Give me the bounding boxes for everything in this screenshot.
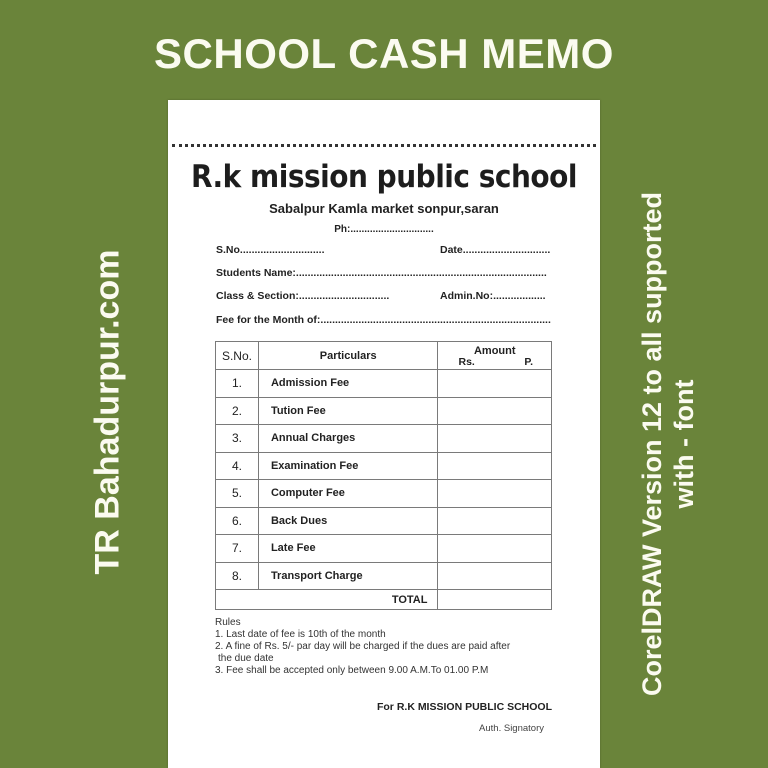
class-section-field: Class & Section:............................... (216, 290, 390, 302)
row-sno: 4. (216, 452, 259, 480)
row-sno: 8. (216, 562, 259, 590)
row-particular: Computer Fee (258, 480, 438, 508)
row-sno: 3. (216, 425, 259, 453)
school-name: R.k mission public school (190, 158, 578, 195)
row-particular: Back Dues (258, 507, 438, 535)
table-row (216, 425, 552, 453)
row-particular: Tution Fee (258, 397, 438, 425)
rules-heading: Rules (215, 617, 241, 628)
row-particular: Late Fee (258, 535, 438, 563)
row-amount-cell[interactable] (438, 480, 552, 508)
table-row (216, 480, 552, 508)
header-particulars: Particulars (258, 342, 438, 370)
student-name-field: Students Name:...................................................................................... (216, 267, 547, 279)
row-particular: Annual Charges (258, 425, 438, 453)
row-amount-cell[interactable] (438, 535, 552, 563)
total-label: TOTAL (216, 590, 438, 610)
rule-item: the due date (218, 653, 274, 664)
rule-item: 3. Fee shall be accepted only between 9.00 A.M.To 01.00 P.M (215, 665, 489, 676)
row-particular: Transport Charge (258, 562, 438, 590)
website-label: TR Bahadurpur.com (88, 249, 127, 575)
fee-month-field: Fee for the Month of:............................................................................... (216, 314, 551, 326)
header-sno: S.No. (216, 342, 259, 370)
row-amount-cell[interactable] (438, 452, 552, 480)
row-sno: 7. (216, 535, 259, 563)
rule-item: 1. Last date of fee is 10th of the month (215, 629, 386, 640)
row-amount-cell[interactable] (438, 425, 552, 453)
admin-no-field: Admin.No:.................. (440, 290, 546, 302)
sno-field: S.No............................. (216, 244, 325, 256)
cash-memo-sheet (168, 100, 600, 768)
signatory-label: Auth. Signatory (479, 723, 544, 734)
for-school-label: For R.K MISSION PUBLIC SCHOOL (376, 701, 552, 713)
row-amount-cell[interactable] (438, 507, 552, 535)
table-row (216, 370, 552, 398)
perforation-line (172, 144, 596, 147)
software-note-line2: with - font (669, 379, 699, 509)
table-header-row (216, 342, 552, 370)
rules-section (215, 617, 565, 677)
phone-field: Ph:.............................. (334, 224, 434, 235)
row-sno: 2. (216, 397, 259, 425)
date-field: Date.............................. (440, 244, 551, 256)
header-amount (438, 342, 552, 370)
table-row (216, 562, 552, 590)
row-sno: 5. (216, 480, 259, 508)
row-sno: 1. (216, 370, 259, 398)
table-row (216, 452, 552, 480)
row-amount-cell[interactable] (438, 397, 552, 425)
amount-rs: Rs. (458, 356, 475, 368)
row-amount-cell[interactable] (438, 562, 552, 590)
software-note (636, 192, 700, 696)
rule-item: 2. A fine of Rs. 5/- par day will be charged if the dues are paid after (215, 641, 511, 652)
software-note-line1: CorelDRAW Version 12 to all supported (637, 191, 667, 697)
row-sno: 6. (216, 507, 259, 535)
table-row (216, 535, 552, 563)
banner-title: SCHOOL CASH MEMO (154, 30, 614, 77)
row-particular: Admission Fee (258, 370, 438, 398)
total-row (216, 590, 552, 610)
amount-title: Amount (473, 345, 516, 357)
row-amount-cell[interactable] (438, 370, 552, 398)
total-amount-cell[interactable] (438, 590, 552, 610)
table-row (216, 507, 552, 535)
fee-table (215, 341, 552, 610)
amount-p: P. (524, 356, 533, 368)
row-particular: Examination Fee (258, 452, 438, 480)
table-row (216, 397, 552, 425)
school-address: Sabalpur Kamla market sonpur,saran (269, 201, 499, 216)
